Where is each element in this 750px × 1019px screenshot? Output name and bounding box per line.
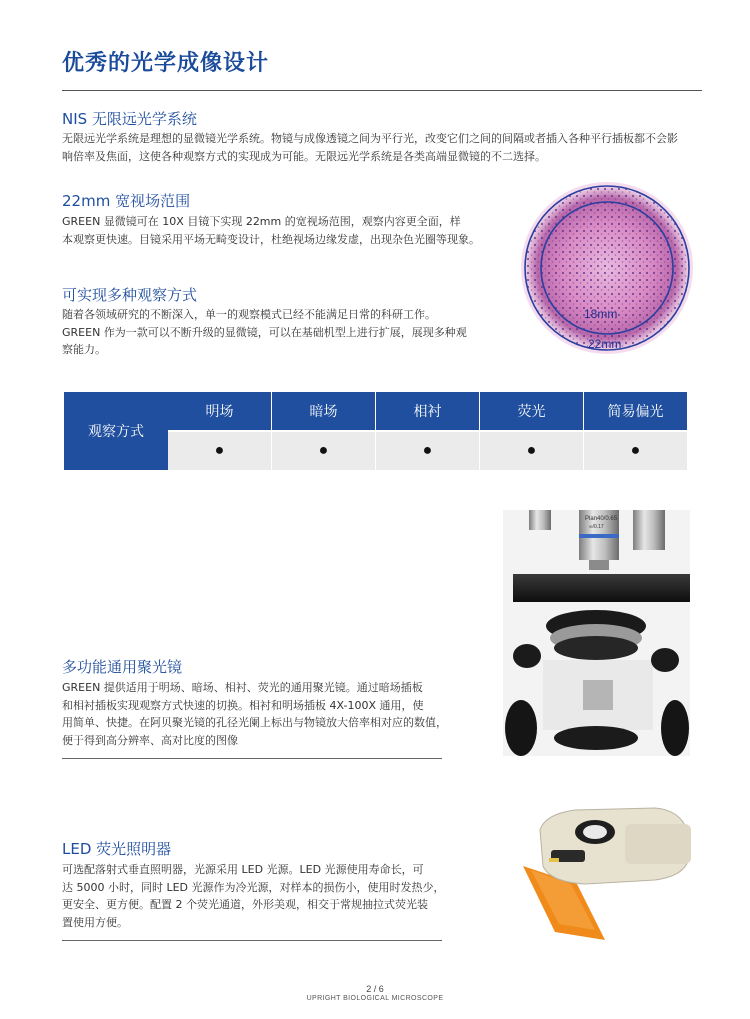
text-line: 无限远光学系统是理想的显微镜光学系统。物镜与成像透镜之间为平行光，改变它们之间的间隔或者插入各种平行插板都不会影 (62, 132, 678, 145)
mode-support-mark: ● (376, 432, 479, 470)
text-line: 本观察更快速。目镜采用平场无畸变设计，杜绝视场边缘发虚，出现杂色光圈等现象。 (62, 232, 480, 246)
light-port-ring (554, 726, 638, 750)
text-line: 置使用方便。 (62, 915, 128, 929)
stage-knob-right (651, 648, 679, 672)
tissue-cells (525, 186, 689, 350)
channel-indicator (549, 858, 559, 862)
mode-support-mark: ● (584, 432, 687, 470)
mode-support-mark: ● (168, 432, 271, 470)
mode-column-darkfield (272, 392, 375, 470)
field-paragraph (62, 213, 507, 248)
text-line: 更安全、更方便。配置 2 个荧光通道，外形美观，相交于常规抽拉式荧光装 (62, 898, 428, 911)
objective-color-band (579, 534, 619, 538)
page-number: 2 / 6 (366, 984, 384, 994)
mode-column-brightfield (168, 392, 271, 470)
text-line: 达 5000 小时，同时 LED 光源作为冷光源，对样本的损伤小，使用时发热少， (62, 880, 445, 894)
condenser-heading: 多功能通用聚光镜 (62, 658, 183, 676)
text-line: GREEN 作为一款可以不断升级的显微镜，可以在基础机型上进行扩展，展现多种观 (62, 325, 467, 339)
section-divider (62, 758, 442, 759)
aperture-lens (583, 825, 607, 839)
mode-name: 简易偏光 (584, 392, 687, 430)
condenser-ring-bottom (554, 636, 638, 660)
modes-paragraph (62, 306, 507, 359)
objective-engraving-secondary: ∞/0.17 (589, 524, 604, 530)
condenser-paragraph (62, 679, 507, 749)
illuminator-rear (625, 824, 691, 864)
text-line: 可选配落射式垂直照明器，光源采用 LED 光源。LED 光源使用寿命长，可 (62, 863, 424, 876)
text-line: 用简单、快捷。在阿贝聚光镜的孔径光阑上标出与物镜放大倍率相对应的数值， (62, 716, 447, 729)
mode-name: 暗场 (272, 392, 375, 430)
stage-knob-left (513, 644, 541, 668)
microscope-stage (513, 574, 690, 602)
objective-left (529, 510, 551, 530)
focus-knob-right (661, 700, 689, 756)
led-illuminator-photo (505, 800, 705, 940)
objective-engraving: Plan40/0.65 (585, 516, 618, 522)
text-line: GREEN 提供适用于明场、暗场、相衬、荧光的通用聚光镜。通过暗场插板 (62, 681, 423, 694)
modes-heading: 可实现多种观察方式 (62, 286, 198, 304)
text-line: 随着各领域研究的不断深入，单一的观察模式已经不能满足日常的科研工作。 (62, 308, 436, 321)
inner-field-label: 18mm (584, 307, 618, 321)
mode-column-fluorescence (480, 392, 583, 470)
mode-name: 明场 (168, 392, 271, 430)
section-divider (62, 940, 442, 941)
field-of-view-image (512, 180, 702, 360)
footer-product-name: UPRIGHT BIOLOGICAL MICROSCOPE (306, 995, 444, 1002)
mode-name: 相衬 (376, 392, 479, 430)
focus-knob-left (505, 700, 537, 756)
field-heading: 22mm 宽视场范围 (62, 192, 191, 210)
text-line: GREEN 显微镜可在 10X 目镜下实现 22mm 的宽视场范围，观察内容更全面，样 (62, 215, 461, 228)
led-heading: LED 荧光照明器 (62, 840, 172, 858)
mode-support-mark: ● (272, 432, 375, 470)
objective-tip (589, 560, 609, 570)
text-line: 响倍率及焦面，这使各种观察方式的实现成为可能。无限远光学系统是各类高端显微镜的不二选择。 (62, 149, 546, 163)
text-line: 和相衬插板实现观察方式快速的切换。相衬和明场插板 4X-100X 通用，使 (62, 698, 424, 712)
mode-name: 荧光 (480, 392, 583, 430)
mode-support-mark: ● (480, 432, 583, 470)
observation-row-header: 观察方式 (64, 392, 168, 470)
title-divider (62, 90, 702, 91)
mode-column-simple-polarization (584, 392, 687, 470)
objective-right (633, 510, 665, 550)
outer-field-label: 22mm (588, 337, 622, 351)
observation-table (64, 392, 687, 470)
nis-heading: NIS 无限远光学系统 (62, 110, 197, 128)
text-line: 便于得到高分辨率、高对比度的图像 (62, 733, 238, 747)
mode-column-phase-contrast (376, 392, 479, 470)
nis-paragraph (62, 130, 712, 165)
condenser-photo (503, 510, 690, 756)
led-paragraph (62, 861, 507, 931)
page-title: 优秀的光学成像设计 (62, 51, 270, 76)
body-panel (583, 680, 613, 710)
text-line: 察能力。 (62, 343, 106, 356)
